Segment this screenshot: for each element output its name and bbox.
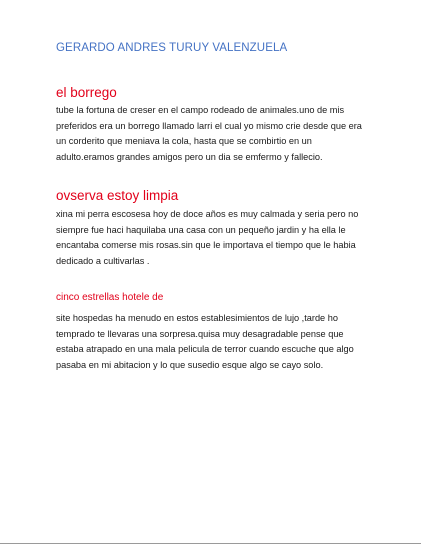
document-title: GERARDO ANDRES TURUY VALENZUELA (56, 42, 288, 54)
section-paragraph: tube la fortuna de creser en el campo rodeado de animales.uno de mis preferidos era un borrego llamado larri el cual yo mismo crie desde que era un corderito que meniava la cola, hasta que se combirtio en un adulto.eramos grandes amigos pero un dia se emfermo y fallecio. (56, 105, 362, 162)
section-el-borrego (56, 84, 366, 165)
section-heading: ovserva estoy limpia (56, 188, 179, 203)
page-bottom-border (0, 543, 421, 544)
section-paragraph: xina mi perra escosesa hoy de doce años es muy calmada y seria pero no siempre fue haci haquilaba una casa con un pequeño jardin y ha ella le encantaba comerse mis rosas.sin que le importava el tiempo que le habia dedicado a cultivarlas . (56, 209, 359, 266)
section-heading: cinco estrellas hotele de (56, 292, 164, 303)
section-ovserva-estoy-limpia (56, 187, 366, 269)
section-heading: el borrego (56, 85, 117, 100)
document-body (56, 40, 366, 373)
section-cinco-estrellas (56, 291, 366, 373)
section-paragraph: site hospedas ha menudo en estos establesimientos de lujo ,tarde ho temprado te llevaras una sorpresa.quisa muy desagradable pense que estaba atrapado en una mala pelicula de terror cuando escuche que algo pasaba en mi abitacion y lo que susedio esque algo se cayo solo. (56, 313, 354, 370)
